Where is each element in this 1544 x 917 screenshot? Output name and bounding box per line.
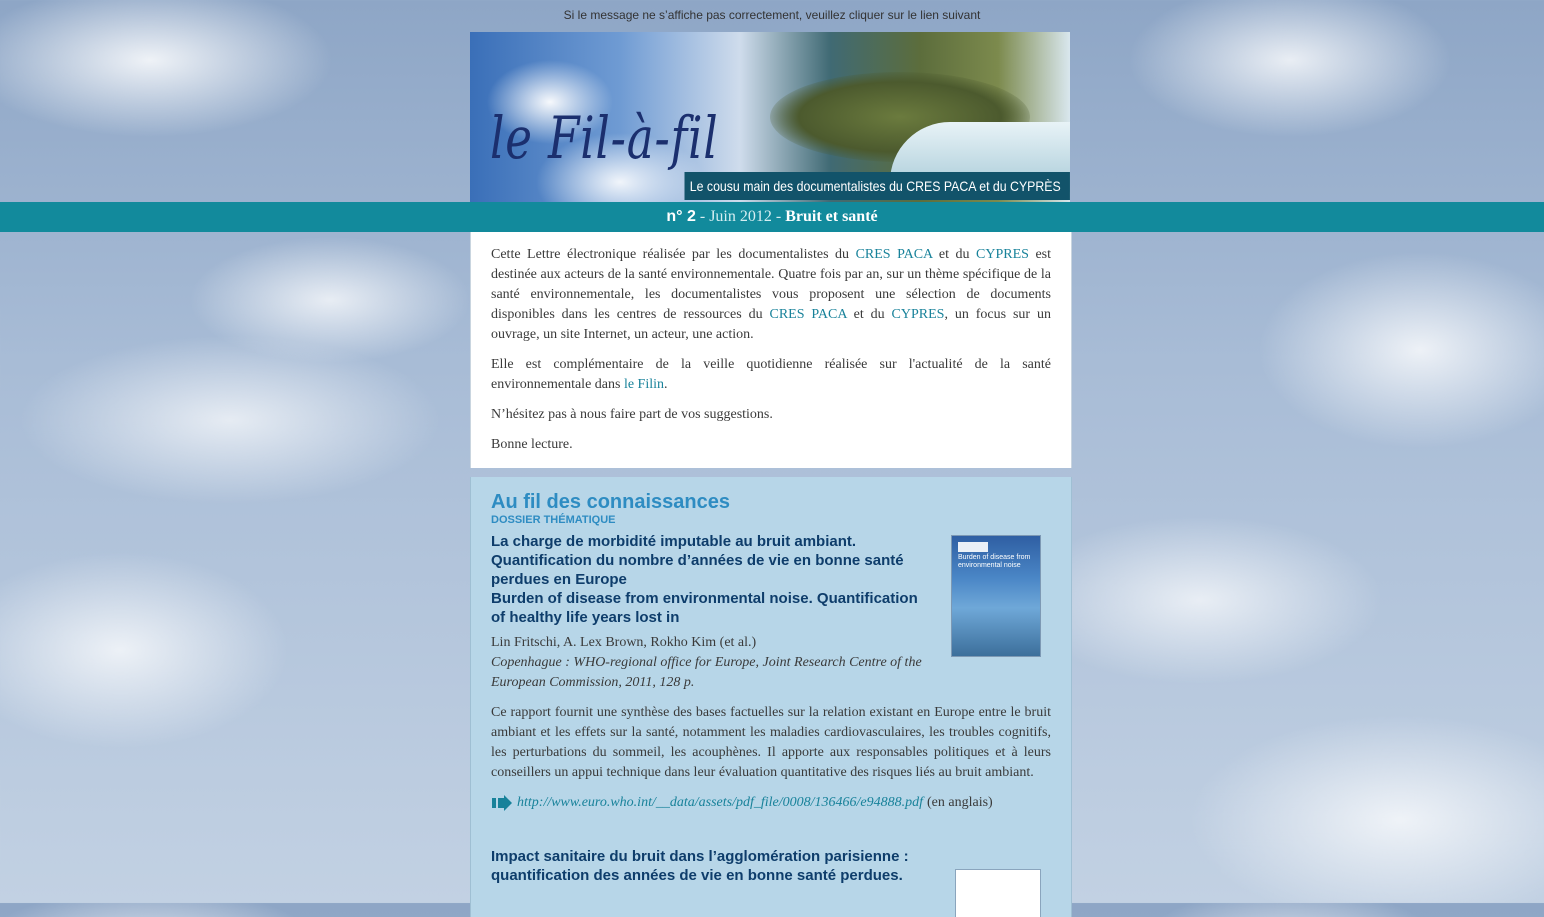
intro-text: . — [664, 377, 668, 392]
closing-text: Bonne lecture. — [491, 437, 573, 452]
book-title-en: Burden of disease from environmental noise. Quantification of healthy life years lost in — [491, 590, 918, 626]
cypres-link[interactable]: CYPRES — [891, 307, 945, 322]
cover-title: Burden of disease from environmental noise — [958, 554, 1031, 569]
suggestions-text: N’hésitez pas à nous faire part de vos suggestions. — [491, 407, 773, 422]
le-filin-link[interactable]: le Filin — [623, 377, 665, 392]
cres-paca-link[interactable]: CRES PACA — [769, 307, 847, 322]
book-title — [491, 532, 921, 627]
book-title-line: quantification des années de vie en bonne santé perdues. — [491, 867, 903, 884]
cypres-link[interactable]: CYPRES — [976, 247, 1029, 262]
display-problem-note[interactable]: Si le message ne s’affiche pas correctement, veuillez cliquer sur le lien suivant — [563, 8, 981, 22]
book-title-fr-line: Quantification du nombre d’années de vie en bonne santé perdues en Europe — [491, 552, 904, 588]
language-note: (en anglais) — [927, 795, 993, 810]
book-cover-image[interactable] — [951, 535, 1041, 657]
intro-text: est destinée aux acteurs de la santé environnementale. Quatre fois par an, sur un thème spécifique de la santé environnementale, les documentalistes vous proposent une sélection de documents disponibles dans les centres de ressources du — [491, 247, 1051, 322]
issue-separator: - — [695, 208, 710, 225]
intro-panel — [470, 232, 1072, 468]
issue-number: n° 2 — [666, 208, 696, 225]
arrow-right-icon — [491, 795, 513, 811]
issue-theme: Bruit et santé — [785, 208, 878, 225]
issue-separator: - — [771, 208, 786, 225]
book-pdf-link[interactable]: http://www.euro.who.int/__data/assets/pdf_file/0008/136466/e94888.pdf — [517, 795, 924, 810]
book-title — [491, 847, 921, 885]
intro-text: et du — [846, 307, 892, 322]
book-cover-image[interactable] — [955, 869, 1041, 917]
intro-text: Elle est complémentaire de la veille quotidienne réalisée sur l'actualité de la santé environnementale dans — [491, 357, 1051, 392]
book-title-fr-line: La charge de morbidité imputable au bruit ambiant. — [491, 533, 857, 550]
newsletter-tagline: Le cousu main des documentalistes du CRES PACA et du CYPRÈS — [685, 172, 1070, 200]
book-authors: Lin Fritschi, A. Lex Brown, Rokho Kim (et al.) — [491, 635, 757, 650]
intro-text: et du — [932, 247, 977, 262]
section-title: Au fil des connaissances — [491, 491, 730, 513]
knowledge-section — [470, 477, 1072, 917]
newsletter-logo: le Fil-à-fil — [490, 104, 719, 172]
header-banner — [470, 32, 1070, 202]
intro-text: Cette Lettre électronique réalisée par les documentalistes du — [491, 247, 856, 262]
section-subtitle: DOSSIER THÉMATIQUE — [491, 514, 616, 526]
issue-date: Juin 2012 — [709, 208, 772, 225]
cres-paca-link[interactable]: CRES PACA — [855, 247, 933, 262]
issue-strip — [0, 202, 1544, 232]
book-title-line: Impact sanitaire du bruit dans l’agglomération parisienne : — [491, 848, 909, 865]
intro-paragraph — [491, 355, 1051, 395]
intro-paragraph — [491, 245, 1051, 345]
book-publisher: Copenhague : WHO-regional office for Europe, Joint Research Centre of the European Commission, 2011, 128 p. — [491, 655, 922, 690]
intro-text: , un focus sur un ouvrage, un site Internet, un acteur, une action. — [491, 307, 1052, 342]
book-description: Ce rapport fournit une synthèse des bases factuelles sur la relation existant en Europe entre le bruit ambiant et les effets sur la santé, notamment les maladies cardiovasculaires, les troubles cognitifs, les perturbations du sommeil, les acouphènes. Il apporte aux responsables politiques et à leurs conseillers un appui technique dans leur évaluation quantitative des risques liés au bruit ambiant. — [491, 705, 1051, 780]
who-logo-icon — [958, 542, 988, 552]
book-link-line — [491, 793, 1051, 813]
